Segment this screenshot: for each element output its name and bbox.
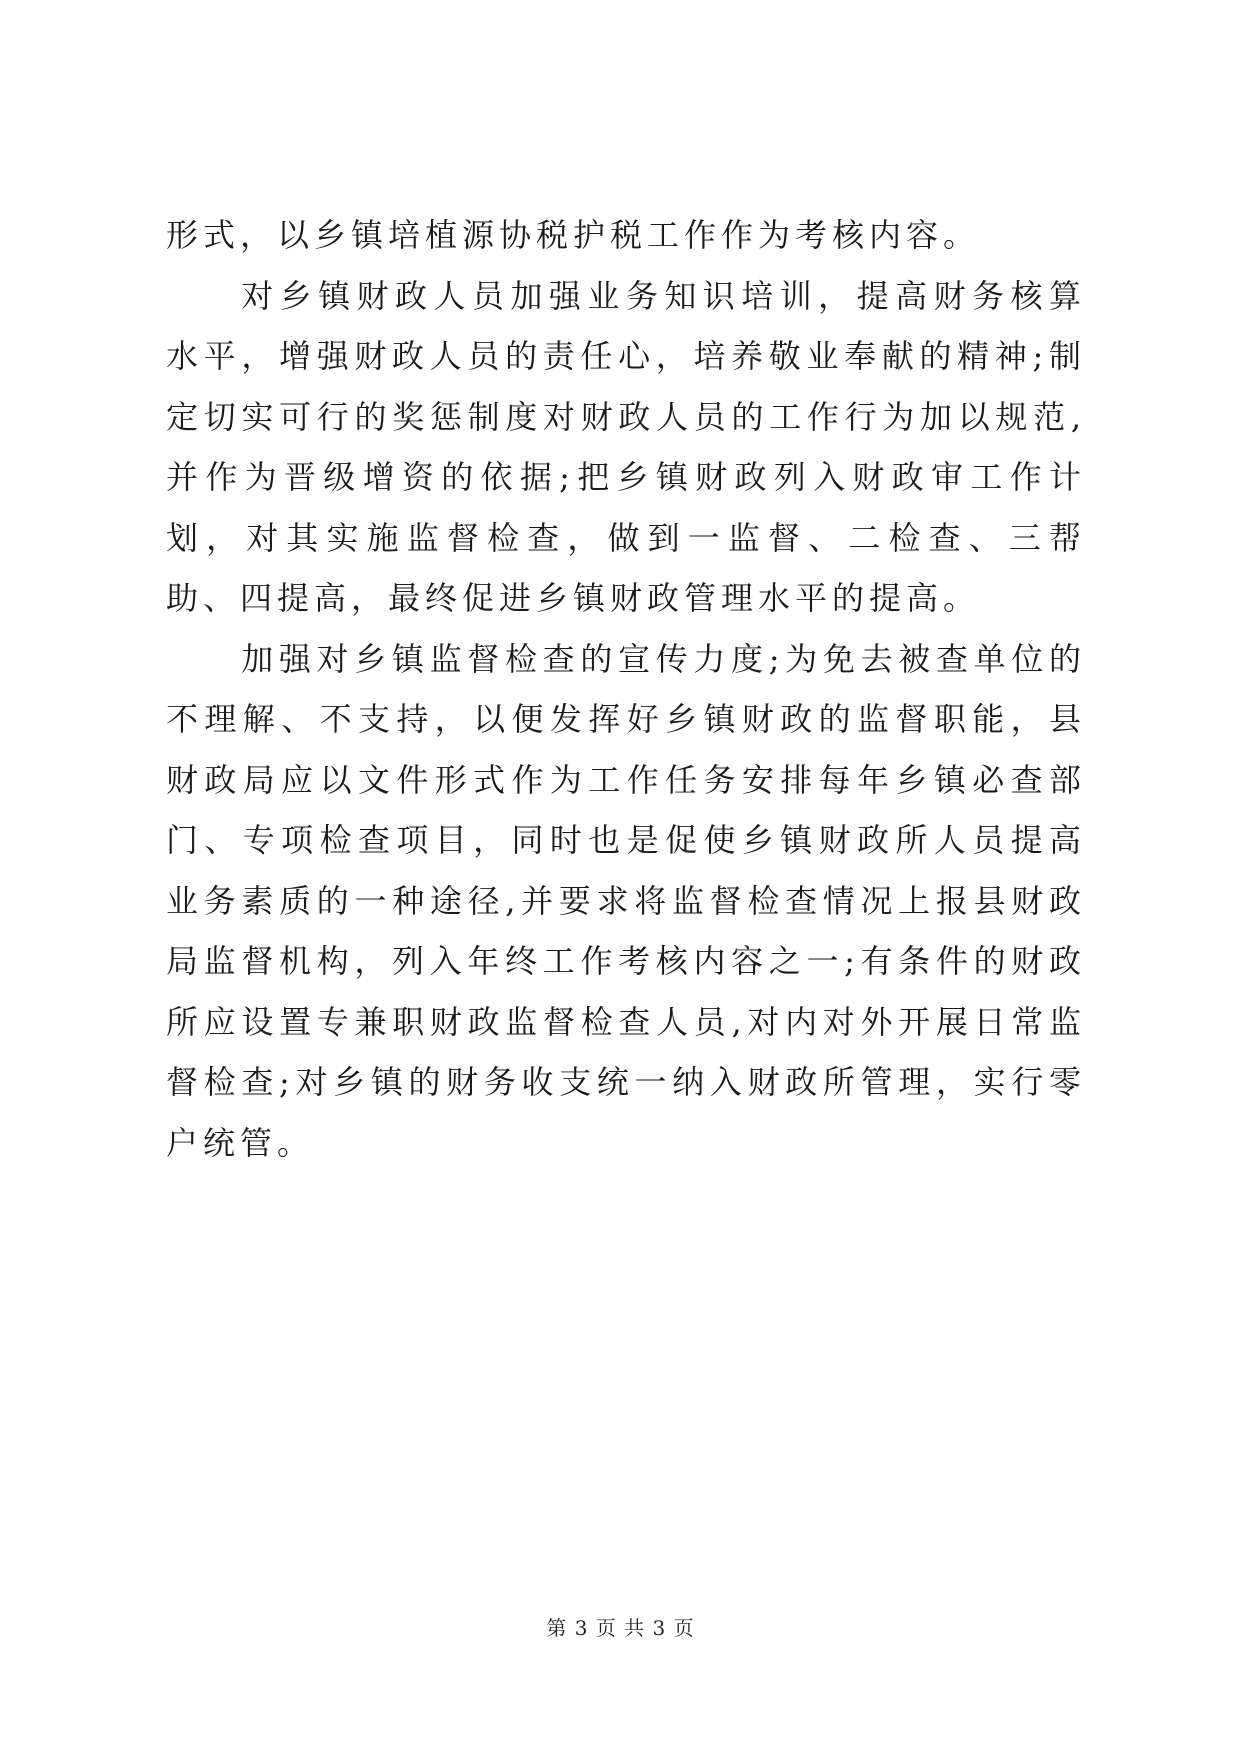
paragraph-supervision: 加强对乡镇监督检查的宣传力度;为免去被查单位的不理解、不支持，以便发挥好乡镇财政的监督职能，县财政局应以文件形式作为工作任务安排每年乡镇必查部门、专项检查项目，同时也是促使乡镇财政所人员提高业务素质的一种途径,并要求将监督检查情况上报县财政局监督机构，列入年终工作考核内容之一;有条件的财政所应设置专兼职财政监督检查人员,对内对外开展日常监督检查;对乡镇的财务收支统一纳入财政所管理，实行零户统管。 [166, 639, 1086, 1162]
document-body [166, 205, 1086, 1173]
paragraph-continuation: 形式，以乡镇培植源协税护税工作作为考核内容。 [166, 216, 981, 254]
paragraph-training: 对乡镇财政人员加强业务知识培训，提高财务核算水平，增强财政人员的责任心，培养敬业奉献的精神;制定切实可行的奖惩制度对财政人员的工作行为加以规范,并作为晋级增资的依据;把乡镇财政列入财政审工作计划，对其实施监督检查，做到一监督、二检查、三帮助、四提高，最终促进乡镇财政管理水平的提高。 [166, 276, 1086, 617]
page-number-footer: 第 3 页 共 3 页 [546, 1616, 695, 1640]
